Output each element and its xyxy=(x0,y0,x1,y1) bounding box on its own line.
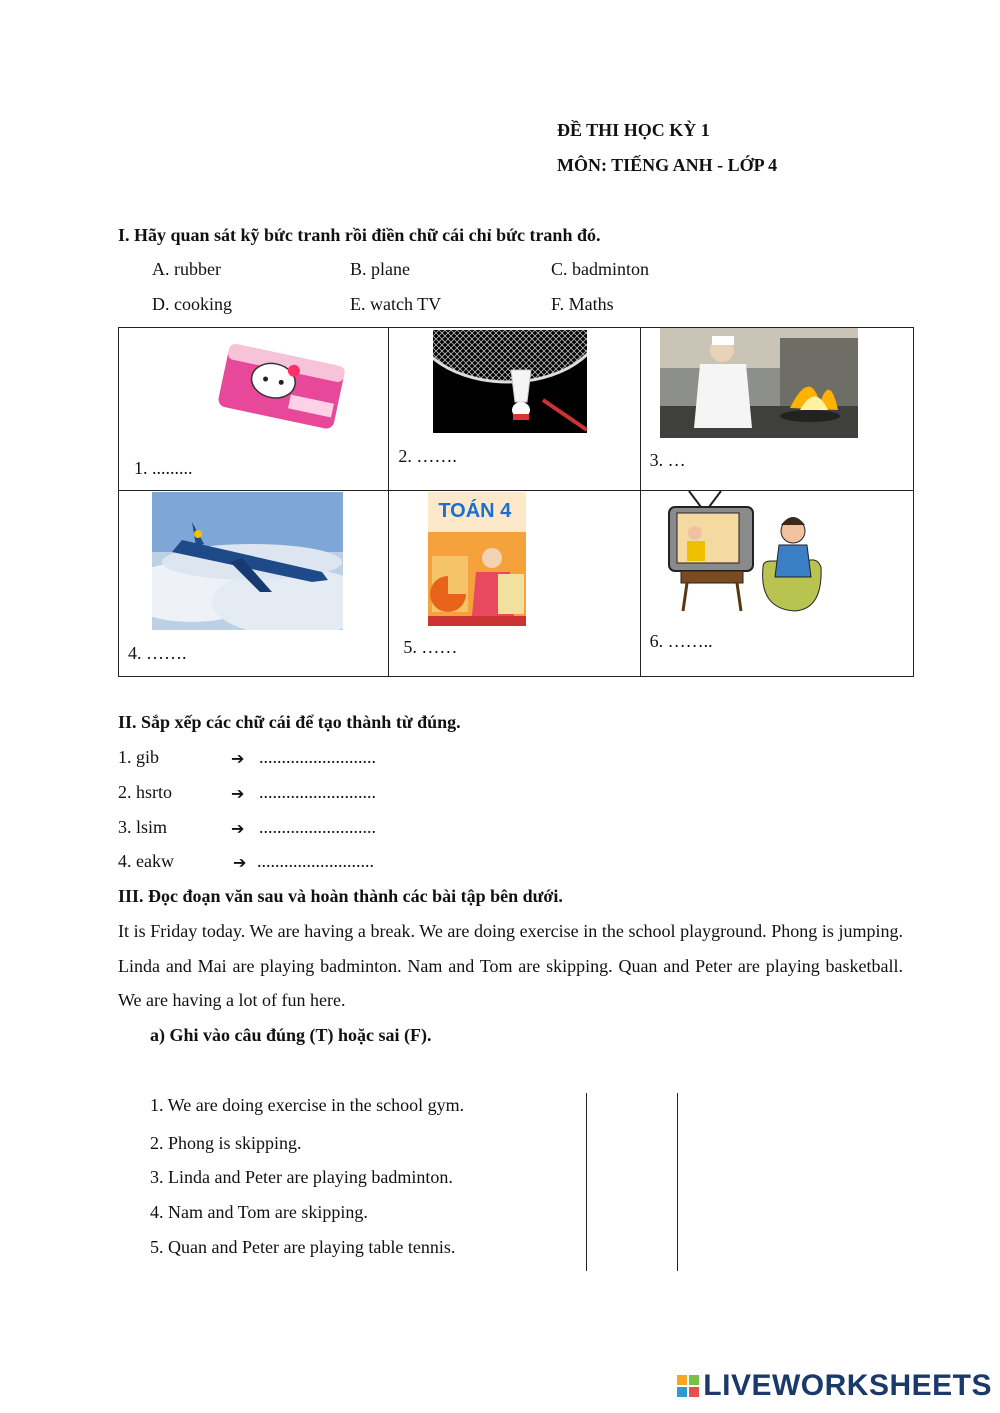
section-2-heading: II. Sắp xếp các chữ cái để tạo thành từ đúng. xyxy=(118,712,461,732)
book-title: TOÁN 4 xyxy=(438,500,512,522)
picture-label-1: 1. ......... xyxy=(134,458,193,478)
arrow-icon: ➔ xyxy=(231,749,245,768)
exam-subject: MÔN: TIẾNG ANH - LỚP 4 xyxy=(557,155,778,175)
answer-blank-2[interactable]: .......................... xyxy=(259,782,376,802)
scramble-word-3: 3. lsim xyxy=(118,817,168,837)
section-1-heading: I. Hãy quan sát kỹ bức tranh rồi điền chữ cái chỉ bức tranh đó. xyxy=(118,225,601,245)
section-3-heading: III. Đọc đoạn văn sau và hoàn thành các bài tập bên dưới. xyxy=(118,886,563,906)
reading-paragraph: It is Friday today. We are having a break. We are doing exercise in the school playground. Phong is jumping. Linda and Mai are playing badminton. Nam and Tom are skipping. Quan and Peter are playing basketball. We are having a lot of fun here. xyxy=(118,921,903,1010)
arrow-icon: ➔ xyxy=(231,784,245,803)
answer-blank-1[interactable]: .......................... xyxy=(259,747,376,767)
option-b: B. plane xyxy=(350,259,410,279)
picture-cell-6 xyxy=(640,491,913,677)
logo-icon xyxy=(677,1371,699,1393)
math-book-image xyxy=(428,492,526,626)
logo-text: LIVEWORKSHEETS xyxy=(703,1369,992,1402)
arrow-icon: ➔ xyxy=(231,819,245,838)
watch-tv-image xyxy=(667,491,825,615)
arrow-icon: ➔ xyxy=(233,853,247,872)
picture-cell-4 xyxy=(119,491,389,677)
answer-blank-4[interactable]: .......................... xyxy=(257,851,374,871)
true-false-heading: a) Ghi vào câu đúng (T) hoặc sai (F). xyxy=(150,1025,432,1045)
option-f: F. Maths xyxy=(551,294,614,314)
option-e: E. watch TV xyxy=(350,294,442,314)
picture-label-6: 6. …….. xyxy=(649,631,713,651)
scramble-word-1: 1. gib xyxy=(118,747,160,767)
eraser-image xyxy=(204,332,354,444)
statement-1: 1. We are doing exercise in the school gym. xyxy=(150,1095,465,1115)
picture-label-5: 5. …… xyxy=(403,637,458,657)
answer-blank-3[interactable]: .......................... xyxy=(259,817,376,837)
liveworksheets-logo xyxy=(677,1369,992,1403)
picture-cell-5 xyxy=(389,491,640,677)
scramble-word-4: 4. eakw xyxy=(118,851,174,871)
answer-column-divider xyxy=(677,1093,678,1271)
answer-column-divider xyxy=(586,1093,587,1271)
statement-2: 2. Phong is skipping. xyxy=(150,1133,302,1153)
picture-cell-3 xyxy=(640,328,913,491)
statement-4: 4. Nam and Tom are skipping. xyxy=(150,1202,368,1222)
picture-table xyxy=(118,327,914,677)
statement-3: 3. Linda and Peter are playing badminton. xyxy=(150,1167,453,1187)
statement-5: 5. Quan and Peter are playing table tennis. xyxy=(150,1237,456,1257)
option-a: A. rubber xyxy=(152,259,221,279)
picture-cell-1 xyxy=(119,328,389,491)
picture-label-2: 2. ……. xyxy=(398,446,457,466)
answer-column[interactable] xyxy=(588,1093,676,1271)
picture-label-3: 3. … xyxy=(649,450,686,470)
option-c: C. badminton xyxy=(551,259,649,279)
exam-title: ĐỀ THI HỌC KỲ 1 xyxy=(557,120,710,140)
picture-cell-2 xyxy=(389,328,640,491)
option-d: D. cooking xyxy=(152,294,232,314)
picture-label-4: 4. ……. xyxy=(128,643,187,663)
cooking-image xyxy=(660,328,858,438)
airplane-image xyxy=(152,492,343,630)
badminton-image xyxy=(433,330,587,433)
scramble-word-2: 2. hsrto xyxy=(118,782,172,802)
